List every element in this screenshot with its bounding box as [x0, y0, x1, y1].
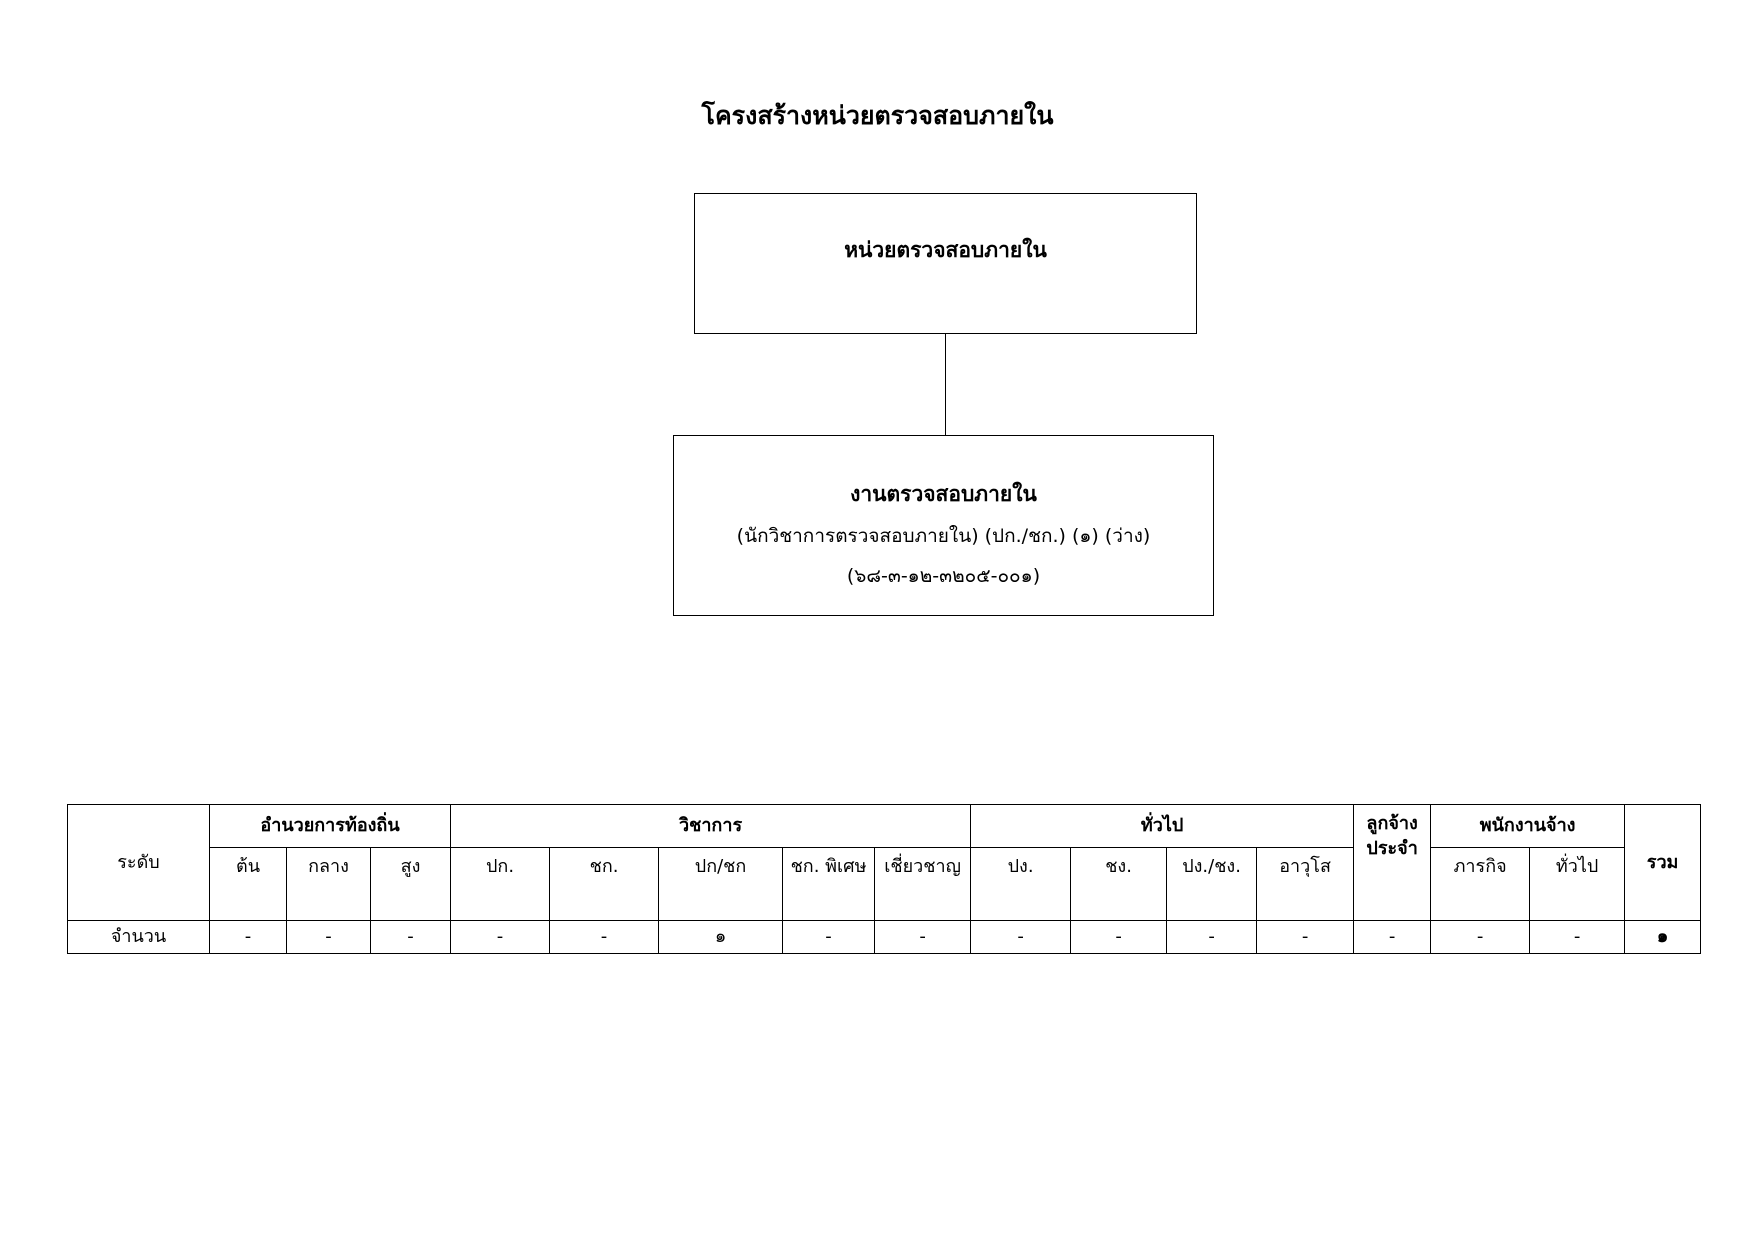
section-position: (นักวิชาการตรวจสอบภายใน) (ปก./ชก.) (๑) (ว่าง): [736, 525, 1151, 547]
sub-ac-chk: ชก.: [550, 848, 659, 921]
table-row: [68, 921, 1701, 954]
section-box: [673, 435, 1214, 616]
sub-ac-expert: เชี่ยวชาญ: [875, 848, 971, 921]
group-academic: วิชาการ: [451, 805, 971, 848]
sub-admin-mid: กลาง: [287, 848, 371, 921]
count-cell: -: [287, 921, 371, 954]
section-title: งานตรวจสอบภายใน: [850, 482, 1037, 506]
page-title: โครงสร้างหน่วยตรวจสอบภายใน: [701, 101, 1054, 130]
table-subheader-row: [68, 848, 1701, 921]
count-cell: -: [783, 921, 875, 954]
count-cell: -: [371, 921, 451, 954]
count-total: ๑: [1625, 921, 1701, 954]
count-cell: -: [451, 921, 550, 954]
count-cell: -: [875, 921, 971, 954]
count-label: จำนวน: [68, 921, 210, 954]
group-general: ทั่วไป: [971, 805, 1354, 848]
group-local-admin: อำนวยการท้องถิ่น: [210, 805, 451, 848]
sub-emp-mission: ภารกิจ: [1431, 848, 1530, 921]
sub-admin-high: สูง: [371, 848, 451, 921]
count-cell: -: [1431, 921, 1530, 954]
count-cell: ๑: [659, 921, 783, 954]
count-cell: -: [1257, 921, 1354, 954]
unit-title: หน่วยตรวจสอบภายใน: [844, 238, 1047, 262]
sub-emp-general: ทั่วไป: [1530, 848, 1625, 921]
group-employees: พนักงานจ้าง: [1431, 805, 1625, 848]
count-cell: -: [210, 921, 287, 954]
group-permanent-staff: ลูกจ้าง ประจำ: [1354, 805, 1431, 921]
count-cell: -: [550, 921, 659, 954]
count-cell: -: [1167, 921, 1257, 954]
count-cell: -: [971, 921, 1071, 954]
unit-box: [694, 193, 1197, 334]
count-cell: -: [1071, 921, 1167, 954]
table-header-row: [68, 805, 1701, 848]
level-header: ระดับ: [68, 805, 210, 921]
sub-gen-chg: ชง.: [1071, 848, 1167, 921]
count-cell: -: [1530, 921, 1625, 954]
section-code: (๖๘-๓-๑๒-๓๒๐๕-๐๐๑): [846, 565, 1041, 587]
sub-ac-pk-chk: ปก/ชก: [659, 848, 783, 921]
sub-gen-png-chg: ปง./ชง.: [1167, 848, 1257, 921]
sub-ac-pk: ปก.: [451, 848, 550, 921]
sub-ac-chk-special: ชก. พิเศษ: [783, 848, 875, 921]
staff-table: [67, 804, 1701, 954]
connector-line: [945, 334, 946, 435]
count-cell: -: [1354, 921, 1431, 954]
sub-gen-png: ปง.: [971, 848, 1071, 921]
sub-admin-entry: ต้น: [210, 848, 287, 921]
group-total: รวม: [1625, 805, 1701, 921]
sub-gen-senior: อาวุโส: [1257, 848, 1354, 921]
